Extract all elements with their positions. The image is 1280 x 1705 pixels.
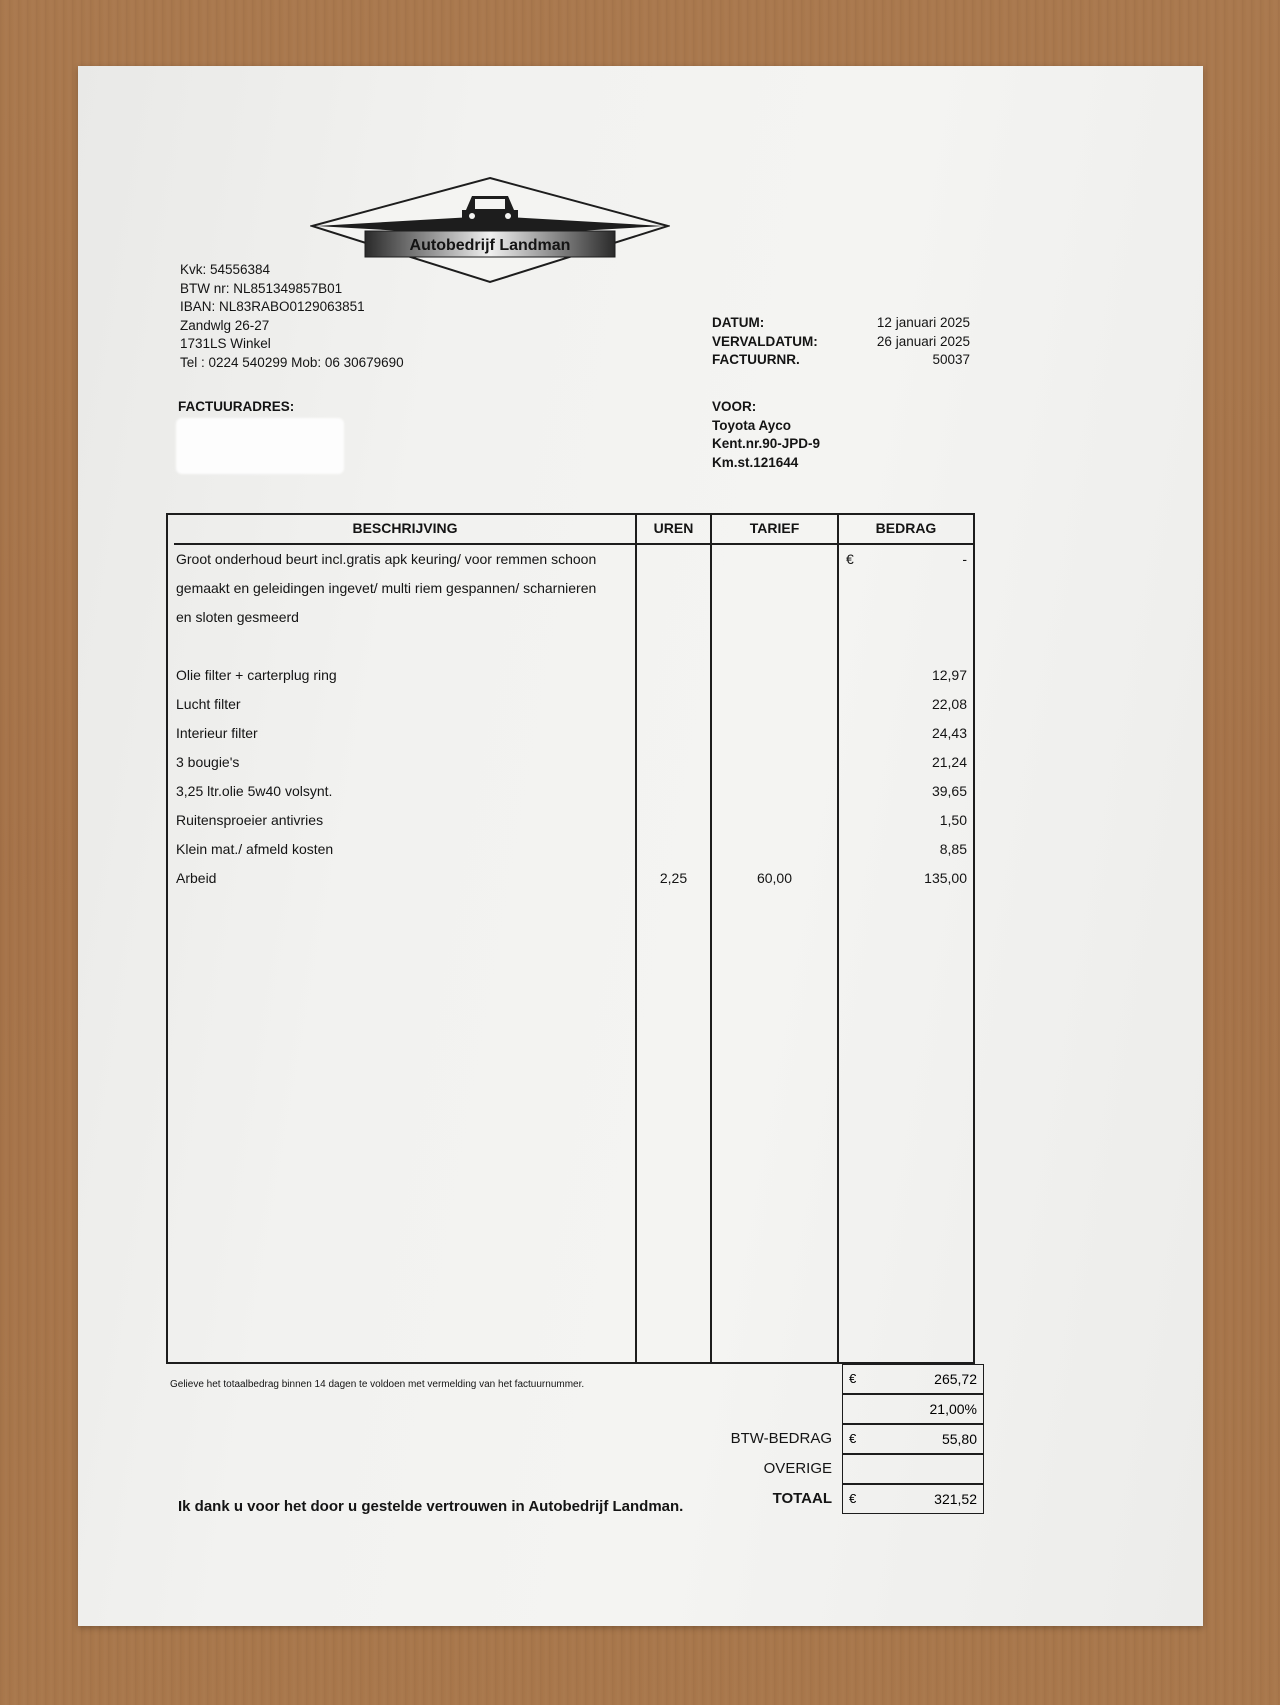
factuurnr-value: 50037 [932, 352, 970, 367]
row-bedrag: 39,65 [931, 783, 967, 799]
btw-label: BTW-BEDRAG [730, 1430, 832, 1447]
row-description: Ruitensproeier antivries [176, 812, 324, 828]
row-description: Arbeid [176, 870, 217, 886]
datum-value: 12 januari 2025 [876, 315, 970, 330]
header-tarief: TARIEF [749, 520, 800, 536]
row-description: Olie filter + carterplug ring [176, 667, 337, 683]
invoice-meta-values [830, 314, 970, 370]
redacted-address [176, 418, 344, 474]
row-tarief: 60,00 [756, 870, 793, 886]
row-description: gemaakt en geleidingen ingevet/ multi riem gespannen/ scharnieren [176, 580, 597, 596]
btw-amount-value: 55,80 [941, 1431, 977, 1447]
company-info [180, 261, 404, 372]
subtotal-value: 265,72 [934, 1371, 977, 1387]
city-address: 1731LS Winkel [180, 336, 271, 351]
factuurnr-label: FACTUURNR. [712, 352, 800, 367]
col-divider-1 [635, 514, 637, 1364]
subtotal-euro: € [849, 1371, 857, 1386]
row-bedrag: 12,97 [931, 667, 967, 683]
thank-you-note: Ik dank u voor het door u gestelde vertrouwen in Autobedrijf Landman. [178, 1498, 684, 1515]
header-divider [174, 543, 974, 545]
btw-number: BTW nr: NL851349857B01 [180, 280, 343, 296]
btw-rate-box [842, 1394, 984, 1424]
totaal-label: TOTAAL [772, 1490, 832, 1507]
col-divider-2 [710, 514, 712, 1364]
payment-notice: Gelieve het totaalbedrag binnen 14 dagen te voldoen met vermelding van het factuurnummer. [170, 1379, 585, 1390]
row-bedrag: 8,85 [939, 841, 967, 857]
row-description: Lucht filter [176, 696, 241, 712]
row-bedrag: 1,50 [939, 812, 967, 828]
row-bedrag: 135,00 [924, 870, 967, 886]
row-bedrag: - [962, 551, 967, 567]
row-description: 3,25 ltr.olie 5w40 volsynt. [176, 783, 333, 799]
row-bedrag: 21,24 [931, 754, 967, 770]
mileage: Km.st.121644 [712, 454, 799, 470]
btw-rate-value: 21,00% [929, 1401, 977, 1417]
vehicle-info [712, 398, 820, 472]
header-beschrijving: BESCHRIJVING [352, 520, 458, 536]
row-description: 3 bougie's [176, 754, 240, 770]
invoice-meta-labels [712, 314, 818, 370]
phone-numbers: Tel : 0224 540299 Mob: 06 30679690 [180, 354, 404, 370]
row-description: Interieur filter [176, 725, 258, 741]
overige-box [842, 1454, 984, 1484]
header-bedrag: BEDRAG [875, 520, 937, 536]
logo-name: Autobedrijf Landman [409, 237, 571, 254]
vervaldatum-value: 26 januari 2025 [876, 333, 970, 349]
row-description: Groot onderhoud beurt incl.gratis apk keuring/ voor remmen schoon [176, 551, 597, 567]
totaal-box [842, 1484, 984, 1514]
vehicle-model: Toyota Ayco [712, 417, 792, 433]
voor-label: VOOR: [712, 399, 757, 414]
subtotal-box [842, 1364, 984, 1394]
totaal-value: 321,52 [934, 1491, 977, 1507]
datum-label: DATUM: [712, 315, 765, 330]
row-uren: 2,25 [659, 870, 688, 886]
row-description: en sloten gesmeerd [176, 609, 299, 625]
invoice-table [166, 513, 975, 1364]
row-bedrag: 24,43 [931, 725, 967, 741]
totaal-euro: € [849, 1491, 857, 1506]
license-plate: Kent.nr.90-JPD-9 [712, 436, 821, 451]
row-bedrag: 22,08 [931, 696, 967, 712]
col-divider-3 [837, 514, 839, 1364]
overige-label: OVERIGE [763, 1460, 832, 1477]
btw-euro: € [849, 1431, 857, 1446]
header-uren: UREN [653, 520, 694, 536]
row-euro-sign: € [846, 551, 854, 567]
iban-number: IBAN: NL83RABO0129063851 [180, 299, 365, 314]
row-description: Klein mat./ afmeld kosten [176, 841, 334, 857]
btw-amount-box [842, 1424, 984, 1454]
factuuradres-label: FACTUURADRES: [178, 399, 295, 414]
street-address: Zandwlg 26-27 [180, 317, 270, 333]
vervaldatum-label: VERVALDATUM: [712, 333, 818, 349]
kvk-number: Kvk: 54556384 [180, 262, 271, 277]
